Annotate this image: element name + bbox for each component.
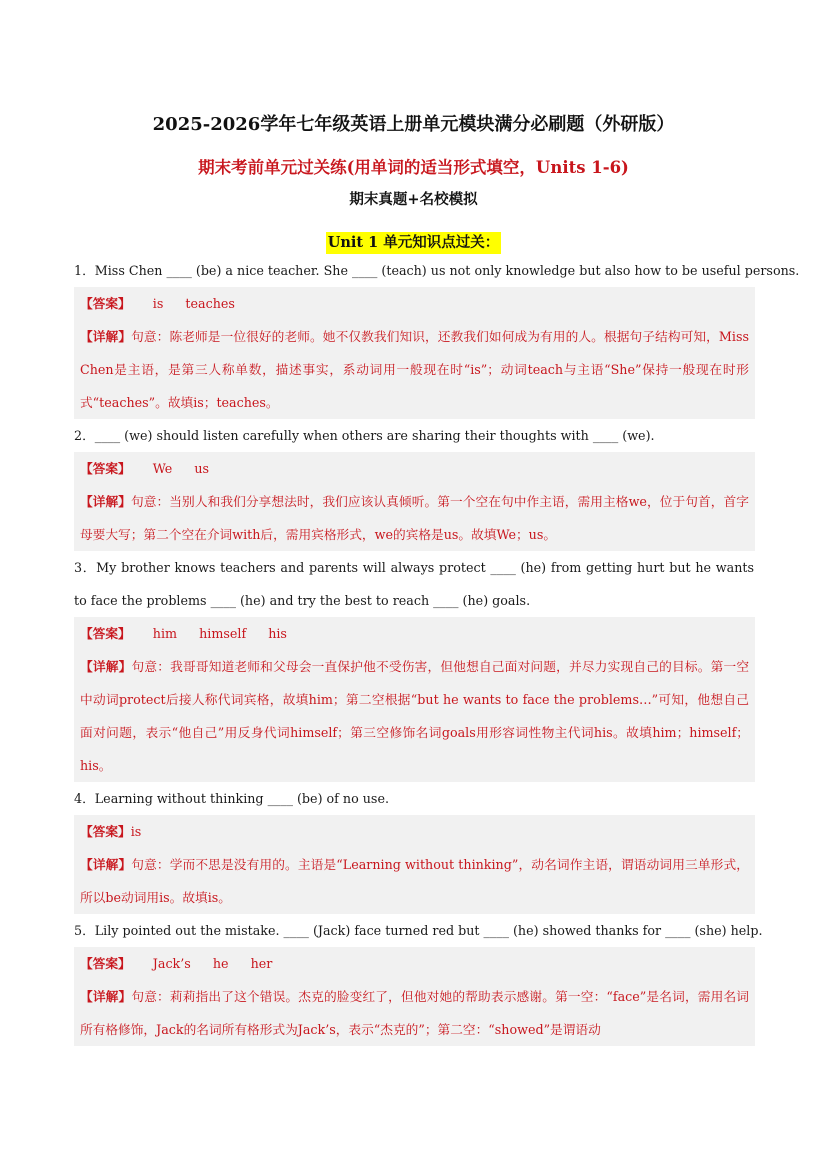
detail-body: 句意：我哥哥知道老师和父母会一直保护他不受伤害，但他想自己面对问题，并尽力实现自己的目标。第一空中动词protect后接人称代词宾格，故填him；第二空根据“but he wants to face the problems…”可知，他想自己面对问题，表示“他自己”用反身代词himself；第三空修饰名词goals用形容词性物主代词his。故填him；himself；his。 (80, 659, 750, 773)
detail-text (80, 320, 749, 419)
answer-block (74, 617, 755, 782)
answer-value: is (130, 824, 142, 839)
answer-line (80, 617, 749, 650)
detail-text (80, 848, 749, 914)
question-text: 2．____ (we) should listen carefully when others are sharing their thoughts with ____ (we). (74, 428, 655, 443)
document-subtitle: 期末考前单元过关练(用单词的适当形式填空，Units 1-6) (198, 158, 629, 177)
answer-value: he (212, 956, 229, 971)
unit-heading-row (0, 232, 827, 254)
answer-label: 【答案】 (80, 461, 131, 476)
detail-body: 句意：当别人和我们分享想法时，我们应该认真倾听。第一个空在句中作主语，需用主格we，位于句首，首字母要大写；第二个空在介词with后，需用宾格形式，we的宾格是us。故填We；us。 (80, 494, 749, 542)
detail-label: 【详解】 (80, 329, 132, 344)
answer-line (80, 815, 749, 848)
answer-value: him (152, 626, 178, 641)
answer-block (74, 815, 755, 914)
detail-label: 【详解】 (80, 989, 132, 1004)
answer-line (80, 947, 749, 980)
document-title: 2025-2026学年七年级英语上册单元模块满分必刷题（外研版） (152, 114, 675, 135)
answer-label: 【答案】 (80, 296, 131, 311)
answer-line (80, 452, 749, 485)
answer-value: himself (199, 626, 247, 641)
detail-body: 句意：陈老师是一位很好的老师。她不仅教我们知识，还教我们如何成为有用的人。根据句子结构可知，Miss Chen是主语，是第三人称单数，描述事实，系动词用一般现在时“is”；动词teach与主语“She”保持一般现在时形式“teaches”。故填is；teaches。 (80, 329, 750, 410)
answer-value: is (152, 296, 164, 311)
detail-label: 【详解】 (80, 494, 132, 509)
answer-label: 【答案】 (80, 824, 131, 839)
detail-text (80, 650, 749, 782)
answer-value: her (250, 956, 273, 971)
unit-heading: Unit 1 单元知识点过关： (326, 232, 502, 254)
question-list (74, 254, 800, 1046)
answer-block (74, 287, 755, 419)
detail-label: 【详解】 (80, 659, 132, 674)
answer-line (80, 287, 749, 320)
document-subheading: 期末真题+名校模拟 (349, 191, 478, 208)
answer-value: We (152, 461, 173, 476)
detail-text (80, 485, 749, 551)
answer-value: Jack’s (152, 956, 191, 971)
question-text: 4．Learning without thinking ____ (be) of no use. (74, 791, 389, 806)
detail-label: 【详解】 (80, 857, 132, 872)
answer-block (74, 452, 755, 551)
answer-label: 【答案】 (80, 956, 131, 971)
question-text: 3．My brother knows teachers and parents will always protect ____ (he) from getting hurt but he wants to face the problems ____ (he) and try the best to reach ____ (he) goals. (74, 560, 754, 608)
answer-value: teaches (185, 296, 235, 311)
answer-label: 【答案】 (80, 626, 131, 641)
detail-body: 句意：学而不思是没有用的。主语是“Learning without thinking”，动名词作主语，谓语动词用三单形式，所以be动词用is。故填is。 (80, 857, 749, 905)
question-text: 1．Miss Chen ____ (be) a nice teacher. She ____ (teach) us not only knowledge but also how to be useful persons. (74, 263, 800, 278)
question-text: 5．Lily pointed out the mistake. ____ (Jack) face turned red but ____ (he) showed thanks for ____ (she) help. (74, 923, 763, 938)
answer-block (74, 947, 755, 1046)
answer-value: us (194, 461, 210, 476)
detail-body: 句意：莉莉指出了这个错误。杰克的脸变红了，但他对她的帮助表示感谢。第一空：“face”是名词，需用名词所有格修饰，Jack的名词所有格形式为Jack’s，表示“杰克的”；第二空：“showed”是谓语动 (80, 989, 749, 1037)
detail-text (80, 980, 749, 1046)
answer-value: his (268, 626, 287, 641)
